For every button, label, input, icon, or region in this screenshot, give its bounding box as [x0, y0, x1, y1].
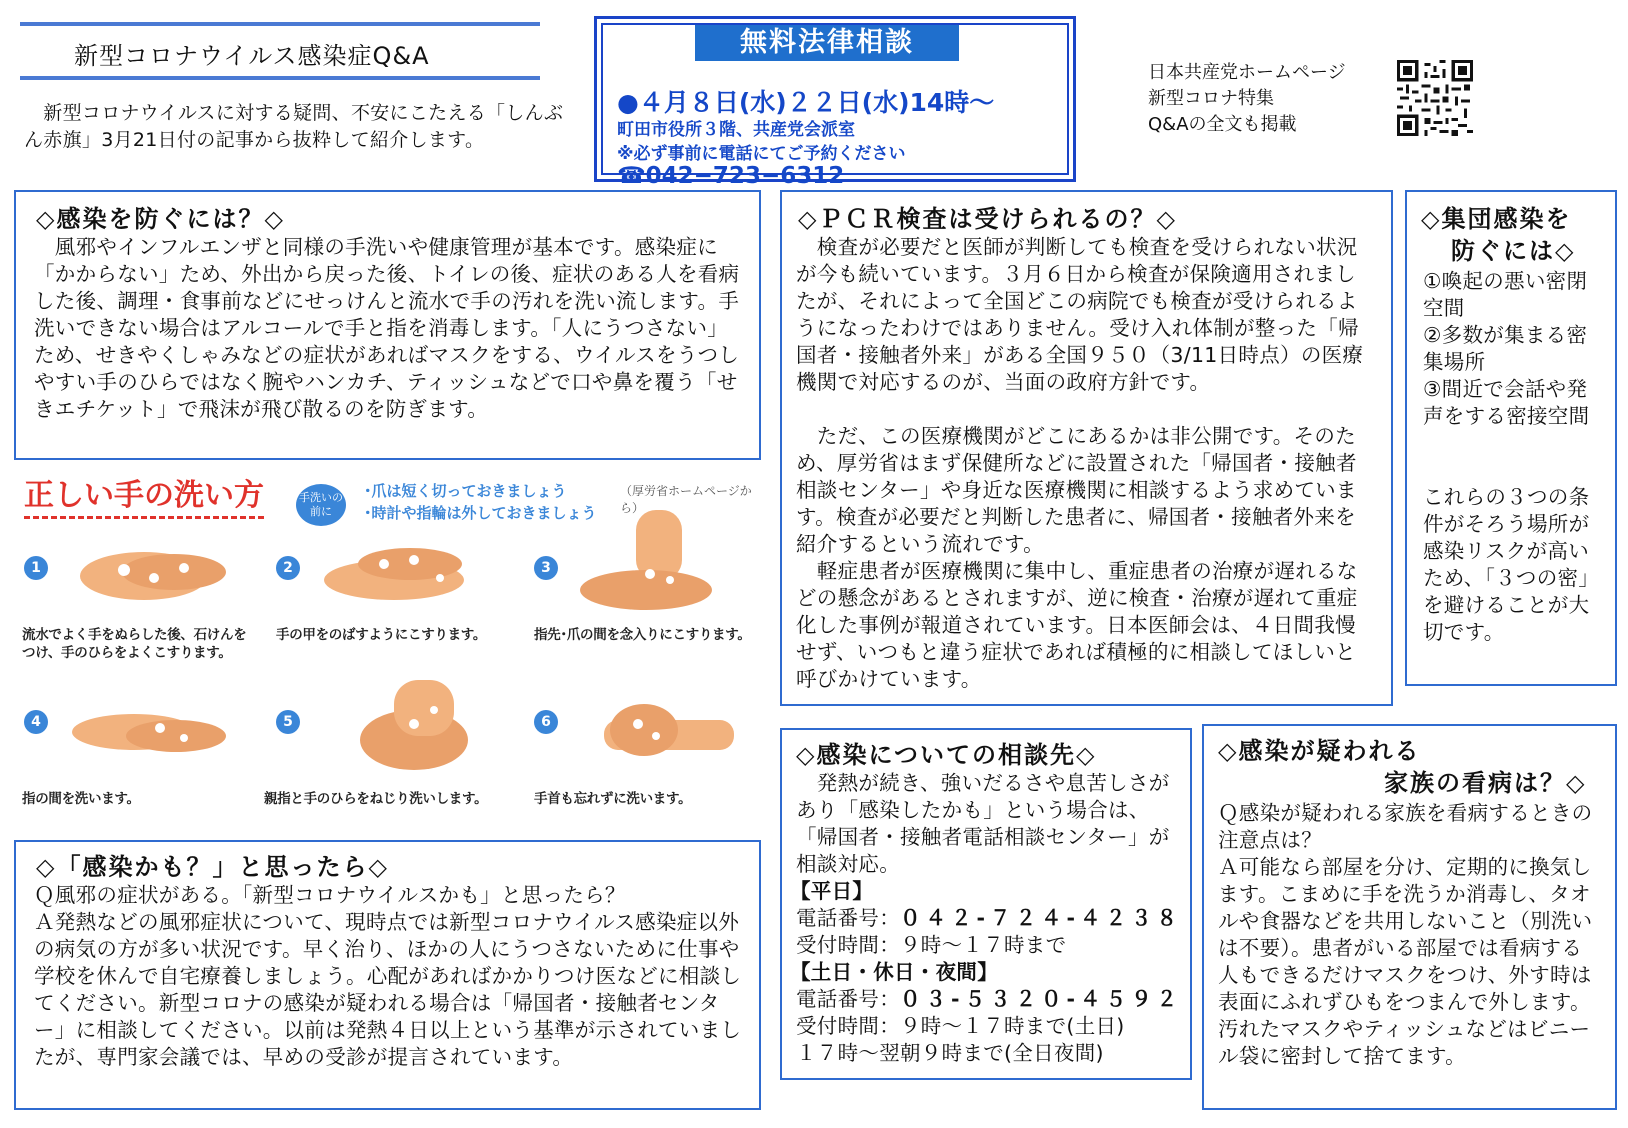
- family-question: Ｑ感染が疑われる家族を看病するときの注意点は？: [1218, 801, 1593, 852]
- maybe-answer: Ａ発熱などの風邪症状について、現時点では新型コロナウイルス感染症以外の病気の方が多い状況です。早く治り、ほかの人にうつさないために仕事や学校を休んで自宅療養しましょう。心配があればかかりつけ医などに相談してください。新型コロナの感染が疑われる場合は「帰国者・接触者センター」に相談してください。以前は発熱４日以上という基準が示されていましたが、専門家会議では、早めの受診が提言されています。: [34, 910, 742, 1069]
- consult-body: 発熱が続き、強いだるさや息苦しさがあり「感染したかも」という場合は、「帰国者・接触者電話相談センター」が相談対応。: [796, 771, 1170, 876]
- fingertip-rub-icon: [574, 510, 724, 620]
- event-place: 町田市役所３階、共産党会派室: [617, 120, 855, 140]
- step-number-4: 4: [24, 710, 48, 734]
- handwash-source: （厚労省ホームページから）: [620, 484, 752, 515]
- pcr-paragraph-3: 軽症患者が医療機関に集中し、重症患者の治療が遅れるなどの懸念があるとされますが、逆に検査・治療が遅れて重症化した事例が報道されています。日本医師会は、４日間我慢せず、いつもと違う症状であれば積極的に相談してほしいと呼びかけています。: [796, 559, 1358, 691]
- between-fingers-icon: [64, 692, 234, 772]
- holiday-label: 【土日・休日・夜間】: [790, 960, 998, 984]
- event-dates: ●４月８日(水)２２日(水)14時～: [617, 88, 995, 117]
- step-caption-3: 指先･爪の間を念入りにこすります。: [534, 627, 751, 643]
- step-number-1: 1: [24, 556, 48, 580]
- prevent-heading: ◇感染を防ぐには？◇: [36, 205, 285, 233]
- weekday-phone-label: 電話番号：: [796, 906, 900, 930]
- cluster-heading-2: 防ぐには◇: [1451, 237, 1576, 265]
- step-caption-5: 親指と手のひらをねじり洗いします。: [264, 791, 488, 807]
- wrist-wash-icon: [574, 684, 744, 774]
- weekday-phone-number[interactable]: ０４２-７２４-４２３８: [900, 906, 1183, 930]
- maybe-question: Ｑ風邪の症状がある。「新型コロナウイルスかも」と思ったら？: [34, 883, 626, 907]
- weekday-hours: 受付時間：９時～１７時まで: [796, 933, 1067, 957]
- consult-heading: ◇感染についての相談先◇: [796, 741, 1097, 769]
- event-note: ※必ず事前に電話にてご予約ください: [617, 144, 906, 164]
- prevent-body: 風邪やインフルエンザと同様の手洗いや健康管理が基本です。感染症に「かからない」ため、外出から戻った後、トイレの後、症状のある人を看病した後、調理・食事前などにせっけんと流水で手の汚れを洗い流します。手洗いできない場合はアルコールで手と指を消毒します。「人にうつさない」ため、せきやくしゃみなどの症状があればマスクをする、ウイルスをうつしやすい手のひらではなく腕やハンカチ、ティッシュなどで口や鼻を覆う「せきエチケット」で飛沫が飛び散るのを防ぎます。: [34, 235, 740, 421]
- step-caption-4: 指の間を洗います。: [22, 791, 140, 807]
- holiday-phone-label: 電話番号：: [796, 987, 900, 1011]
- holiday-phone-number[interactable]: ０３-５３２０-４５９２: [900, 987, 1183, 1011]
- event-phone: ☎042−723−6312: [617, 163, 845, 189]
- pcr-test-box: [780, 190, 1393, 706]
- title-rule-top: [20, 22, 540, 26]
- family-care-box: [1202, 724, 1617, 1110]
- step-number-6: 6: [534, 710, 558, 734]
- page-title: 新型コロナウイルス感染症Q&A: [74, 42, 430, 70]
- cluster-infection-box: [1405, 190, 1617, 686]
- weekday-label: 【平日】: [790, 879, 874, 903]
- family-answer: Ａ可能なら部屋を分け、定期的に換気します。こまめに手を洗うか消毒し、タオルや食器などを共用しないこと（別洗いは不要）。患者がいる部屋では看病する人もできるだけマスクをつけ、外す時は表面にふれずひもをつまんで外します。汚れたマスクやティッシュなどはビニール袋に密封して捨てます。: [1218, 855, 1593, 1068]
- homepage-line-3: Q&Aの全文も掲載: [1148, 114, 1297, 135]
- holiday-phone-row: [796, 986, 1182, 1013]
- holiday-hours-2: １７時～翌朝９時まで(全日夜間): [796, 1041, 1104, 1065]
- handwash-tip-1: ･爪は短く切っておきましょう: [364, 482, 567, 500]
- event-badge: 無料法律相談: [695, 25, 959, 61]
- step-caption-1: 流水でよく手をぬらした後、石けんをつけ、手のひらをよくこすります。: [22, 627, 247, 661]
- hand-back-rub-icon: [314, 534, 484, 618]
- maybe-heading: ◇「感染かも？」と思ったら◇: [36, 853, 389, 881]
- thumb-twist-icon: [344, 670, 484, 780]
- family-heading-2: 家族の看病は？◇: [1384, 769, 1587, 797]
- legal-consultation-box: [594, 16, 1076, 189]
- step-caption-2: 手の甲をのばすようにこすります。: [276, 627, 487, 643]
- pcr-paragraph-2: ただ、この医療機関がどこにあるかは非公開です。そのため、厚労省はまず保健所などに設置された「帰国者・接触者相談センター」や身近な医療機関に相談するよう求めています。検査が必要だと判断した患者に、帰国者・接触者外来を紹介するという流れです。: [796, 424, 1357, 556]
- handwash-illustration: [14, 470, 760, 832]
- cluster-note: これらの３つの条件がそろう場所が感染リスクが高いため、「３つの密」を避けることが大切です。: [1423, 485, 1590, 644]
- step-number-2: 2: [276, 556, 300, 580]
- pcr-paragraph-1: 検査が必要だと医師が判断しても検査を受けられない状況が今も続いています。３月６日から検査が保険適用されましたが、それによって全国どこの病院でも検査が受けられるようになったわけではありません。受け入れ体制が整った「帰国者・接触者外来」がある全国９５０（3/11日時点）の医療機関で対応するのが、当面の政府方針です。: [796, 235, 1364, 394]
- handwash-tip-2: ･時計や指輪は外しておきましょう: [364, 504, 597, 522]
- cluster-item-2: ②多数が集まる密集場所: [1423, 323, 1588, 374]
- qr-code-icon[interactable]: [1397, 60, 1473, 136]
- step-number-5: 5: [276, 710, 300, 734]
- holiday-hours-1: 受付時間：９時～１７時まで(土日): [796, 1014, 1125, 1038]
- homepage-line-1: 日本共産党ホームページ: [1148, 62, 1346, 83]
- step-number-3: 3: [534, 556, 558, 580]
- maybe-infected-box: [14, 840, 761, 1110]
- consult-box: [780, 728, 1192, 1080]
- title-rule-bottom: [20, 76, 540, 80]
- weekday-phone-row: [796, 905, 1182, 932]
- cluster-heading-1: ◇集団感染を: [1421, 205, 1572, 233]
- hand-palm-rub-icon: [64, 534, 234, 618]
- intro-text: 新型コロナウイルスに対する疑問、不安にこたえる「しんぶん赤旗」3月21日付の記事から抜粋して紹介します。: [24, 102, 564, 151]
- prevent-infection-box: [14, 190, 761, 460]
- family-heading-1: ◇感染が疑われる: [1218, 737, 1421, 765]
- step-caption-6: 手首も忘れずに洗います。: [534, 791, 692, 807]
- handwash-before-bubble: 手洗いの前に: [296, 484, 346, 526]
- pcr-heading: ◇ＰＣＲ検査は受けられるの？◇: [798, 205, 1177, 233]
- cluster-item-3: ③間近で会話や発声をする密接空間: [1423, 377, 1590, 428]
- handwash-title: 正しい手の洗い方: [24, 476, 264, 519]
- homepage-line-2: 新型コロナ特集: [1148, 88, 1274, 109]
- cluster-item-1: ①喚起の悪い密閉空間: [1423, 269, 1588, 320]
